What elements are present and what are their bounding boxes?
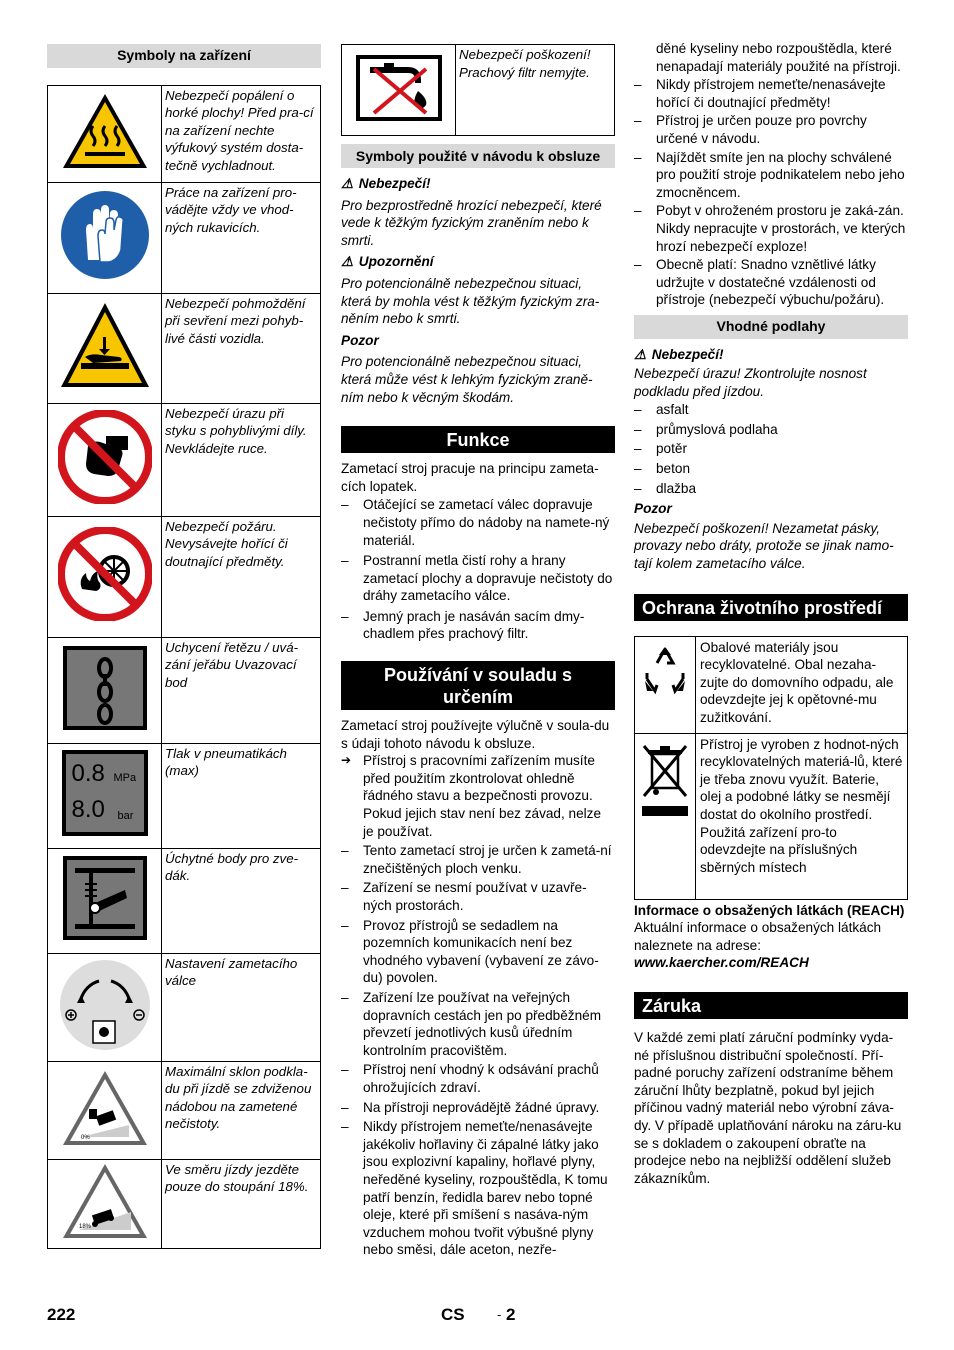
- list-item: – Zařízení lze používat na veřejných dopravních cestách jen po předběžném převzetí jednotlivých kusů úředním kontrolním pracovištěm.: [341, 989, 615, 1059]
- reach-url[interactable]: www.kaercher.com/REACH: [634, 955, 809, 971]
- section-heading-usage: Používání v souladu s určením: [341, 661, 615, 710]
- floors-heading: Vhodné podlahy: [634, 315, 908, 339]
- list-item: – průmyslová podlaha: [634, 421, 908, 439]
- max-slope-18-icon: [59, 1160, 151, 1242]
- language-code: CS: [441, 1305, 465, 1324]
- filter-symbol-table: [341, 44, 615, 136]
- continued-text: děné kyseliny nebo rozpouštědla, které nenapadají materiály použité na přístroji.: [656, 41, 901, 74]
- reach-text: Aktuální informace o obsažených látkách naleznete na adrese:: [634, 920, 882, 953]
- list-item: – Pobyt v ohroženém prostoru je zaká-zán. Nikdy nepracujte v prostorách, ve kterých hrozí nebezpečí exploze!: [634, 202, 908, 255]
- tire-pressure-icon: 0.8 MPa 8.0 bar: [62, 750, 148, 836]
- warning-triangle-icon: ⚠: [634, 346, 647, 362]
- reach-heading: Informace o obsažených látkách (REACH): [634, 902, 905, 918]
- list-item: – Najíždět smíte jen na plochy schválené pro použití stroje podnikatelem nebo jeho zmocněncem.: [634, 149, 908, 202]
- list-item: – Zařízení se nesmí používat v uzavře-ných prostorách.: [341, 879, 615, 914]
- section-heading-environment: Ochrana životního prostředí: [634, 594, 908, 621]
- symbol-text: Nebezpečí popálení o horké plochy! Před pra-cí na zařízení nechte výfukový systém dosta-tečně vychladnout.: [162, 85, 321, 182]
- usage-arrow-list: [341, 752, 615, 840]
- warning-triangle-icon: ⚠: [341, 254, 354, 270]
- usage-intro: Zametací stroj používejte výlučně v soula-du s údaji tohoto návodu k obsluze.: [341, 718, 610, 751]
- floors-danger-text: Nebezpečí úrazu! Zkontrolujte nosnost podkladu před jízdou.: [634, 366, 867, 399]
- list-item: – Postranní metla čistí rohy a hrany zametací plochy a dopravuje nečistoty do dráhy zametacího válce.: [341, 552, 615, 605]
- list-item: – Nikdy přístrojem nemeťte/nenasávejte hořící či doutnající předměty!: [634, 76, 908, 111]
- symbol-row: Nastavení zametacího válce: [48, 953, 321, 1061]
- funkce-list: [341, 496, 615, 643]
- symbol-row: Nebezpečí úrazu při styku s pohyblivými díly. Nevkládejte ruce.: [48, 403, 321, 516]
- list-item: – Přístroj není vhodný k odsávání prachů ohrožujících zdraví.: [341, 1061, 615, 1096]
- environment-text: Přístroj je vyroben z hodnot-ných recyklovatelných materiá-lů, které je třeba znovu využít. Baterie, olej a podobné látky se nesmějí dostat do okolního prostředí. Použitá zařízení pro-to odevzdejte na příslušných sběrných místech: [696, 733, 908, 899]
- list-item: – Na přístroji neprovádějtě žádné úpravy.: [341, 1099, 615, 1117]
- caution-label: Pozor: [341, 332, 379, 348]
- symbol-row: 18% Ve směru jízdy jezděte pouze do stoupání 18%.: [48, 1159, 321, 1248]
- list-item: – Obecně platí: Snadno vznětlivé látky udržujte v dostatečné vzdálenosti od přístroje (nebezpečí výbuchu/požáru).: [634, 256, 908, 309]
- list-item: – beton: [634, 460, 908, 478]
- list-item: – Jemný prach je nasáván sacím dmy-chadlem přes prachový filtr.: [341, 608, 615, 643]
- list-item: – asfalt: [634, 401, 908, 419]
- danger-text: Pro bezprostředně hrozící nebezpečí, které vede k těžkým fyzickým zraněním nebo k smrti.: [341, 197, 602, 248]
- danger-label: ⚠ Nebezpečí!: [341, 176, 431, 191]
- function-column: [341, 44, 615, 1259]
- symbol-row: Úchytné body pro zve-dák.: [48, 848, 321, 953]
- symbol-row: [48, 85, 321, 182]
- list-item: – Provoz přístrojů se sedadlem na pozemních komunikacích není bez vhodného vybavení (vybavení ze závo-du) povolen.: [341, 917, 615, 987]
- page-number: 222: [47, 1305, 76, 1324]
- floors-caution-text: Nebezpečí poškození! Nezametat pásky, provazy nebo dráty, protože se jinak namo-tají kolem zametacího válce.: [634, 520, 894, 572]
- crush-hazard-warning-icon: [59, 301, 151, 391]
- environment-row: [635, 733, 908, 899]
- no-hands-prohibition-icon: [58, 410, 152, 504]
- floors-danger-label: ⚠ Nebezpečí!: [634, 346, 724, 362]
- warning-text: Pro potencionálně nebezpečnou situaci, která by mohla vést k těžkým fyzickým zra-něním nebo k smrti.: [341, 275, 600, 327]
- list-item: ➔ Přístroj s pracovními zařízením musíte před použitím zkontrolovat ohledně řádného stavu a bezpečnosti provozu. Pokud jejich stav není bez závad, nelze je používat.: [341, 752, 615, 840]
- symbol-row: Nebezpečí pohmoždění při sevření mezi pohyb-livé části vozidla.: [48, 293, 321, 403]
- jack-points-icon: [61, 854, 149, 942]
- safety-column: [634, 40, 908, 1187]
- safety-list: [634, 76, 908, 309]
- warning-label: ⚠ Upozornění: [341, 254, 434, 270]
- footer-dash: -: [497, 1307, 502, 1322]
- section-heading-funkce: Funkce: [341, 426, 615, 453]
- list-item: – Nikdy přístrojem nemeťte/nenasávejte jakékoliv hořlaviny či zápalné látky jako jsou explozivní kapaliny, hořlavé plyny, neředěné kyseliny, rozpouštědla, K tomu patří benzín, ředidla barev nebo topné oleje, které při smíšení s nasáva-ným vzduchem mohou tvořit výbušné plyny nebo směsi, dále aceton, nezře-: [341, 1118, 615, 1259]
- section-heading-warranty: Záruka: [634, 992, 908, 1019]
- list-item: – Přístroj je určen pouze pro povrchy určené v návodu.: [634, 112, 908, 147]
- symbol-row: 0% Maximální sklon podkla-du při jízdě se zdviženou nádobou na zametené nečistoty.: [48, 1061, 321, 1159]
- symbol-row: Práce na zařízení pro-vádějte vždy ve vhod-ných rukavicích.: [48, 182, 321, 293]
- no-water-filter-icon: [354, 53, 444, 123]
- symbol-row: Nebezpečí požáru. Nevysávejte hořící či doutnající předměty.: [48, 516, 321, 637]
- chain-tie-down-icon: [61, 644, 149, 732]
- max-slope-raised-bin-icon: [59, 1067, 151, 1149]
- list-item: – potěr: [634, 440, 908, 458]
- symbol-row: Uchycení řetězu / uvá-zání jeřábu Uvazovací bod: [48, 637, 321, 743]
- symbol-row: 0.8 MPa 8.0 bar Tlak v pneumatikách (max): [48, 743, 321, 848]
- section-number: 2: [506, 1305, 516, 1324]
- svg-text:0%: 0%: [80, 1134, 90, 1141]
- recycling-icon: [639, 643, 691, 695]
- usage-list: [341, 842, 615, 1259]
- warning-triangle-icon: ⚠: [341, 176, 354, 191]
- caution-text: Pro potencionálně nebezpečnou situaci, která může vést k lehkým fyzickým zraně-ním nebo k věcným škodám.: [341, 354, 593, 405]
- warranty-text: V každé zemi platí záruční podmínky vyda-né příslušnou distribuční společností. Pří-padné poruchy zařízení odstraníme během záruční lhůty bezplatně, pokud byl jejich příčinou vadný materiál nebo výrobní záva-dy. V případě uplatňování nároku na záru-ku se s dokladem o zakoupení obraťte na prodejce nebo na nejbližší oddělení služeb zákazníkům.: [634, 1030, 902, 1186]
- environment-row: [635, 636, 908, 733]
- protective-gloves-icon: [60, 190, 150, 280]
- environment-table: [634, 636, 908, 900]
- symbol-image-cell: [48, 85, 162, 182]
- manual-symbols-heading: Symboly použité v návodu k obsluze: [341, 144, 615, 168]
- symbols-heading: Symboly na zařízení: [47, 44, 321, 68]
- symbols-column: [47, 44, 321, 1249]
- roller-adjustment-icon: [59, 959, 151, 1051]
- list-item: – Tento zametací stroj je určen k zametá-ní znečištěných ploch venku.: [341, 842, 615, 877]
- crossed-bin-icon: [638, 740, 692, 820]
- filter-note: Nebezpečí poškození! Prachový filtr nemyjte.: [456, 45, 615, 136]
- hot-surface-warning-icon: [59, 90, 151, 172]
- list-item: – dlažba: [634, 480, 908, 498]
- floors-list: [634, 401, 908, 497]
- environment-text: Obalové materiály jsou recyklovatelné. Obal nezaha-zujte do domovního odpadu, ale odevzdejte jej k opětovné-mu zužitkování.: [696, 636, 908, 733]
- svg-text:18%: 18%: [78, 1224, 91, 1231]
- funkce-intro: Zametací stroj pracuje na principu zameta-cích lopatek.: [341, 461, 599, 494]
- list-item: – Otáčející se zametací válec dopravuje nečistoty přímo do nádoby na namete-ný materiál.: [341, 496, 615, 549]
- floors-caution-label: Pozor: [634, 501, 672, 517]
- symbols-table: [47, 85, 321, 1249]
- no-fire-prohibition-icon: [58, 527, 152, 621]
